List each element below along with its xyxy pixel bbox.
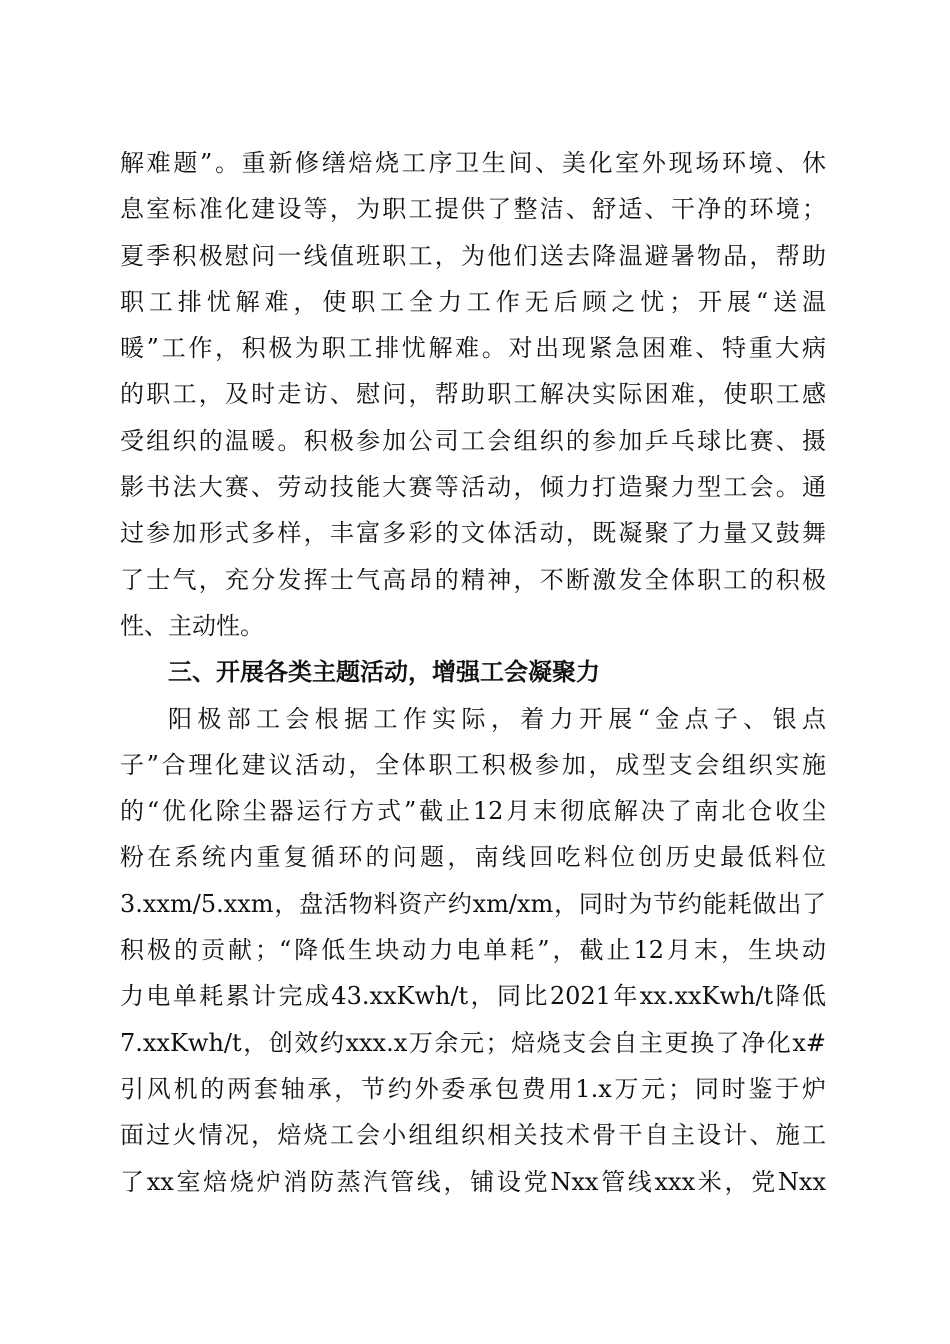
text-line: 的“优化除尘器运行方式”截止12月末彻底解决了南北仓收尘 [120,797,826,826]
text-line: 子”合理化建议活动，全体职工积极参加，成型支会组织实施 [120,750,826,779]
text-line: 面过火情况，焙烧工会小组组织相关技术骨干自主设计、施工 [120,1121,826,1150]
text-line: 过参加形式多样，丰富多彩的文体活动，既凝聚了力量又鼓舞 [120,519,826,548]
document-page [120,140,826,1205]
text-line: 7.xxKwh/t，创效约xxx.x万余元；焙烧支会自主更换了净化x# [120,1028,826,1057]
text-line: 暖”工作，积极为职工排忧解难。对出现紧急困难、特重大病 [120,334,826,363]
section-heading: 三、开展各类主题活动，增强工会凝聚力 [168,658,600,687]
text-line: 夏季积极慰问一线值班职工，为他们送去降温避暑物品，帮助 [120,241,826,270]
text-line: 性、主动性。 [120,611,264,640]
text-line: 解难题”。重新修缮焙烧工序卫生间、美化室外现场环境、休 [120,149,826,177]
text-line: 了士气，充分发挥士气高昂的精神，不断激发全体职工的积极 [120,565,826,594]
text-line: 息室标准化建设等，为职工提供了整洁、舒适、干净的环境； [120,195,826,224]
text-line: 粉在系统内重复循环的问题，南线回吃料位创历史最低料位 [120,843,826,872]
text-line: 影书法大赛、劳动技能大赛等活动，倾力打造聚力型工会。通 [120,473,826,502]
text-line: 了xx室焙烧炉消防蒸汽管线，铺设党Nxx管线xxx米，党Nxx [120,1167,826,1196]
text-line: 力电单耗累计完成43.xxKwh/t，同比2021年xx.xxKwh/t降低 [120,982,826,1011]
text-line: 职工排忧解难，使职工全力工作无后顾之忧；开展“送温 [120,287,826,316]
text-line: 阳极部工会根据工作实际，着力开展“金点子、银点 [168,704,826,733]
paragraph-union-welfare [120,140,826,649]
text-line: 积极的贡献；“降低生块动力电单耗”，截止12月末，生块动 [120,936,826,965]
text-line: 受组织的温暖。积极参加公司工会组织的参加乒乓球比赛、摄 [120,426,826,455]
text-line: 的职工，及时走访、慰问，帮助职工解决实际困难，使职工感 [120,380,826,409]
paragraph-theme-activities [120,696,826,1205]
text-line: 引风机的两套轴承，节约外委承包费用1.x万元；同时鉴于炉 [120,1074,826,1103]
text-line: 3.xxm/5.xxm，盘活物料资产约xm/xm，同时为节约能耗做出了 [120,889,826,918]
